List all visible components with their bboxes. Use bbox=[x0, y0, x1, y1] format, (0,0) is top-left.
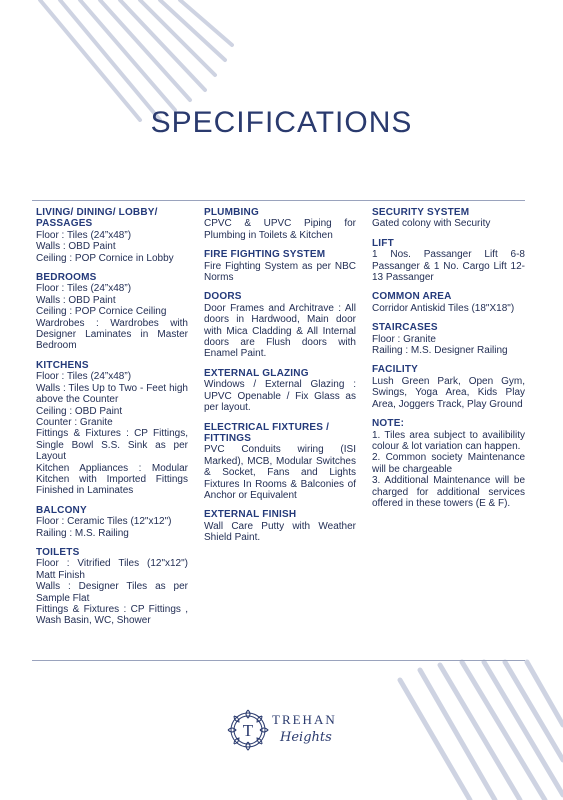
spec-section bbox=[372, 418, 525, 509]
spec-line: Ceiling : POP Cornice Ceiling bbox=[36, 306, 167, 318]
spec-line: Corridor Antiskid Tiles (18"X18") bbox=[372, 302, 515, 314]
spec-line: Counter : Granite bbox=[36, 416, 113, 428]
spec-line: 1. Tiles area subject to availibility colour & lot variation can happen. bbox=[372, 429, 525, 452]
section-heading: KITCHENS bbox=[36, 359, 89, 371]
spec-section bbox=[372, 322, 525, 356]
spec-line: Ceiling : OBD Paint bbox=[36, 405, 123, 417]
spec-line: Wardrobes : Wardrobes with Designer Laminates in Master Bedroom bbox=[36, 317, 188, 352]
section-heading: ELECTRICAL FIXTURES / FITTINGS bbox=[204, 421, 330, 444]
spec-line: Floor : Vitrified Tiles (12"x12") Matt Finish bbox=[36, 558, 188, 581]
spec-section bbox=[372, 207, 525, 230]
brand-emblem-icon bbox=[226, 708, 270, 752]
spec-line: Wall Care Putty with Weather Shield Paint. bbox=[204, 520, 356, 544]
spec-line: Floor : Ceramic Tiles (12"x12") bbox=[36, 516, 172, 528]
spec-line: Floor : Granite bbox=[372, 333, 436, 345]
spec-line: Windows / External Glazing : UPVC Openable / Fix Glass as per layout. bbox=[204, 379, 356, 414]
section-heading: FIRE FIGHTING SYSTEM bbox=[204, 249, 326, 261]
section-heading: LIFT bbox=[372, 237, 394, 249]
spec-line: Kitchen Appliances : Modular Kitchen with Imported Fittings Finished in Laminates bbox=[36, 462, 188, 497]
section-heading: FACILITY bbox=[372, 364, 419, 376]
spec-line: Walls : Designer Tiles as per Sample Flat bbox=[36, 581, 188, 604]
spec-line: Lush Green Park, Open Gym, Swings, Yoga Area, Kids Play Area, Joggers Track, Play Ground bbox=[372, 375, 525, 410]
spec-line: Gated colony with Security bbox=[372, 218, 491, 230]
spec-line: Walls : OBD Paint bbox=[36, 241, 116, 253]
spec-section bbox=[204, 291, 356, 359]
spec-section bbox=[36, 272, 188, 352]
spec-line: Railing : M.S. Railing bbox=[36, 527, 129, 539]
spec-line: PVC Conduits wiring (ISI Marked), MCB, Modular Switches & Socket, Fans and Lights Fixtures In Rooms & Balconies of Anchor or Equivalent bbox=[204, 444, 356, 501]
section-heading: BALCONY bbox=[36, 504, 87, 516]
spec-line: Walls : OBD Paint bbox=[36, 294, 116, 306]
spec-line: Ceiling : POP Cornice in Lobby bbox=[36, 252, 174, 264]
spec-section bbox=[204, 422, 356, 502]
bottom-divider bbox=[32, 660, 525, 661]
spec-section bbox=[372, 291, 525, 314]
section-heading: SECURITY SYSTEM bbox=[372, 207, 470, 218]
brand-emblem-letter: T bbox=[242, 721, 254, 740]
spec-line: Fittings & Fixtures : CP Fittings , Wash Basin, WC, Shower bbox=[36, 604, 188, 627]
spec-line: 2. Common society Maintenance will be chargeable bbox=[372, 452, 525, 475]
section-heading: BEDROOMS bbox=[36, 272, 97, 284]
spec-line: 3. Additional Maintenance will be charged for additional services offered in these towers (E & F). bbox=[372, 475, 525, 509]
spec-line: 1 Nos. Passanger Lift 6-8 Passanger & 1 No. Cargo Lift 12-13 Passanger bbox=[372, 249, 525, 284]
spec-section bbox=[204, 368, 356, 414]
spec-section bbox=[36, 547, 188, 627]
spec-section bbox=[204, 207, 356, 241]
spec-section bbox=[372, 238, 525, 284]
spec-line: Walls : Tiles Up to Two - Feet high above the Counter bbox=[36, 382, 188, 406]
spec-section bbox=[204, 509, 356, 543]
top-divider bbox=[32, 200, 525, 201]
spec-line: Door Frames and Architrave : All doors in Hardwood, Main door with Mica Cladding & All Internal doors are Flush doors with Enamel Paint. bbox=[204, 302, 356, 360]
section-heading: STAIRCASES bbox=[372, 322, 438, 334]
section-heading: DOORS bbox=[204, 291, 242, 303]
spec-line: Floor : Tiles (24”x48”) bbox=[36, 229, 132, 241]
spec-column-1 bbox=[36, 207, 188, 635]
spec-section bbox=[36, 207, 188, 264]
brand-name: TREHAN bbox=[272, 712, 337, 727]
section-heading: PLUMBING bbox=[204, 207, 259, 218]
brand-logo bbox=[226, 708, 346, 756]
spec-section bbox=[372, 364, 525, 410]
spec-line: CPVC & UPVC Piping for Plumbing in Toilets & Kitchen bbox=[204, 218, 356, 241]
section-heading: NOTE: bbox=[372, 418, 405, 430]
spec-line: Fittings & Fixtures : CP Fittings, Single Bowl S.S. Sink as per Layout bbox=[36, 428, 188, 463]
spec-line: Floor : Tiles (24”x48”) bbox=[36, 371, 132, 383]
spec-section bbox=[36, 505, 188, 539]
section-heading: LIVING/ DINING/ LOBBY/ PASSAGES bbox=[36, 207, 158, 230]
page-title: SPECIFICATIONS bbox=[150, 106, 413, 139]
section-heading: COMMON AREA bbox=[372, 291, 452, 303]
spec-line: Floor : Tiles (24”x48”) bbox=[36, 283, 132, 295]
spec-line: Railing : M.S. Designer Railing bbox=[372, 345, 508, 357]
brand-subtitle: Heights bbox=[280, 730, 332, 745]
spec-section bbox=[204, 249, 356, 283]
spec-column-3 bbox=[372, 207, 525, 517]
spec-column-2 bbox=[204, 207, 356, 552]
section-heading: TOILETS bbox=[36, 546, 80, 558]
spec-line: Fire Fighting System as per NBC Norms bbox=[204, 260, 356, 284]
section-heading: EXTERNAL GLAZING bbox=[204, 367, 309, 379]
spec-section bbox=[36, 360, 188, 497]
section-heading: EXTERNAL FINISH bbox=[204, 509, 297, 521]
